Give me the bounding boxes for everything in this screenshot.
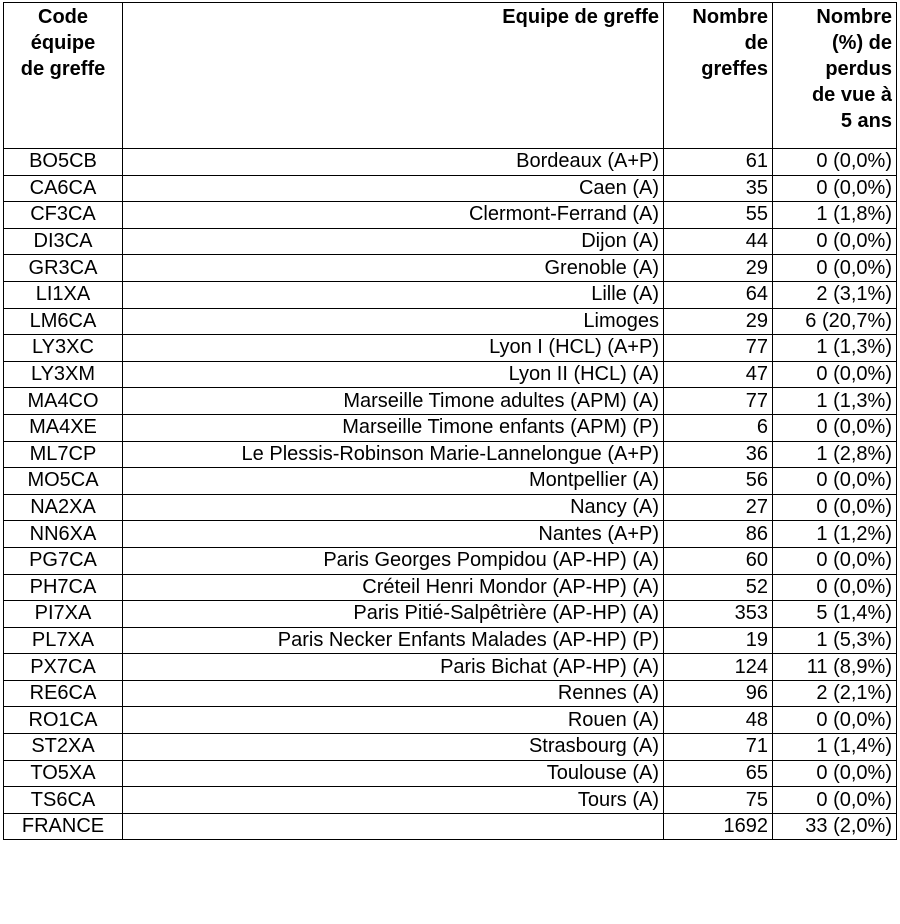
cell-code: PH7CA — [4, 574, 123, 601]
cell-count: 353 — [664, 601, 773, 628]
cell-lost: 2 (3,1%) — [773, 281, 897, 308]
table-body — [4, 149, 897, 840]
header-count-line: Nombre — [692, 6, 768, 28]
cell-count: 61 — [664, 149, 773, 176]
cell-team: Paris Necker Enfants Malades (AP-HP) (P) — [123, 627, 664, 654]
cell-code: PL7XA — [4, 627, 123, 654]
table-row — [4, 494, 897, 521]
cell-count: 36 — [664, 441, 773, 468]
cell-lost: 33 (2,0%) — [773, 813, 897, 840]
table-row — [4, 335, 897, 362]
table-row — [4, 255, 897, 282]
table-row — [4, 228, 897, 255]
cell-team: Marseille Timone enfants (APM) (P) — [123, 414, 664, 441]
cell-code: MO5CA — [4, 468, 123, 495]
cell-code: NA2XA — [4, 494, 123, 521]
table-row — [4, 654, 897, 681]
cell-team: Clermont-Ferrand (A) — [123, 202, 664, 229]
header-lost — [773, 3, 897, 149]
cell-team: Le Plessis-Robinson Marie-Lannelongue (A+P) — [123, 441, 664, 468]
table-row — [4, 601, 897, 628]
cell-lost: 0 (0,0%) — [773, 149, 897, 176]
header-count-line: de — [744, 32, 768, 54]
cell-team: Lille (A) — [123, 281, 664, 308]
table-row — [4, 547, 897, 574]
cell-code: CF3CA — [4, 202, 123, 229]
cell-count: 47 — [664, 361, 773, 388]
cell-code: CA6CA — [4, 175, 123, 202]
cell-count: 55 — [664, 202, 773, 229]
cell-code: LM6CA — [4, 308, 123, 335]
cell-lost: 0 (0,0%) — [773, 228, 897, 255]
table-row — [4, 787, 897, 814]
table-row — [4, 388, 897, 415]
cell-count: 86 — [664, 521, 773, 548]
cell-code: PG7CA — [4, 547, 123, 574]
cell-team: Paris Georges Pompidou (AP-HP) (A) — [123, 547, 664, 574]
header-count — [664, 3, 773, 149]
cell-lost: 0 (0,0%) — [773, 494, 897, 521]
cell-code: DI3CA — [4, 228, 123, 255]
cell-team: Rouen (A) — [123, 707, 664, 734]
cell-team: Tours (A) — [123, 787, 664, 814]
header-row — [4, 3, 897, 149]
header-lost-line: perdus — [825, 58, 892, 80]
cell-team: Marseille Timone adultes (APM) (A) — [123, 388, 664, 415]
cell-lost: 1 (2,8%) — [773, 441, 897, 468]
cell-team: Nancy (A) — [123, 494, 664, 521]
table-row — [4, 414, 897, 441]
cell-code: TS6CA — [4, 787, 123, 814]
cell-lost: 0 (0,0%) — [773, 547, 897, 574]
cell-count: 77 — [664, 388, 773, 415]
header-code — [4, 3, 123, 149]
table-header — [4, 3, 897, 149]
cell-count: 124 — [664, 654, 773, 681]
cell-lost: 0 (0,0%) — [773, 574, 897, 601]
cell-code: PI7XA — [4, 601, 123, 628]
cell-team: Toulouse (A) — [123, 760, 664, 787]
table-row — [4, 281, 897, 308]
cell-code: RO1CA — [4, 707, 123, 734]
cell-team: Grenoble (A) — [123, 255, 664, 282]
cell-code: RE6CA — [4, 680, 123, 707]
table-row — [4, 175, 897, 202]
table-row — [4, 149, 897, 176]
cell-lost: 0 (0,0%) — [773, 468, 897, 495]
cell-count: 29 — [664, 255, 773, 282]
results-table-container — [3, 2, 896, 840]
cell-count: 1692 — [664, 813, 773, 840]
header-lost-line: Nombre — [816, 6, 892, 28]
cell-lost: 0 (0,0%) — [773, 707, 897, 734]
header-code-line: de greffe — [20, 58, 106, 80]
cell-team: Limoges — [123, 308, 664, 335]
cell-lost: 0 (0,0%) — [773, 760, 897, 787]
table-row — [4, 468, 897, 495]
cell-team: Paris Bichat (AP-HP) (A) — [123, 654, 664, 681]
lost-to-follow-up-table — [3, 2, 897, 840]
cell-count: 96 — [664, 680, 773, 707]
cell-count: 48 — [664, 707, 773, 734]
table-row — [4, 734, 897, 761]
table-row — [4, 707, 897, 734]
header-code-line: Code — [38, 6, 88, 28]
cell-count: 52 — [664, 574, 773, 601]
table-row — [4, 627, 897, 654]
header-lost-line: de vue à — [811, 84, 892, 106]
cell-lost: 0 (0,0%) — [773, 175, 897, 202]
cell-code: GR3CA — [4, 255, 123, 282]
table-row — [4, 574, 897, 601]
table-row — [4, 361, 897, 388]
cell-count: 77 — [664, 335, 773, 362]
cell-team — [123, 813, 664, 840]
cell-count: 56 — [664, 468, 773, 495]
cell-lost: 0 (0,0%) — [773, 414, 897, 441]
cell-team: Créteil Henri Mondor (AP-HP) (A) — [123, 574, 664, 601]
cell-code: PX7CA — [4, 654, 123, 681]
cell-team: Montpellier (A) — [123, 468, 664, 495]
cell-count: 71 — [664, 734, 773, 761]
cell-team: Bordeaux (A+P) — [123, 149, 664, 176]
table-row — [4, 521, 897, 548]
cell-code: LY3XM — [4, 361, 123, 388]
table-row — [4, 308, 897, 335]
cell-code: LI1XA — [4, 281, 123, 308]
table-row — [4, 441, 897, 468]
header-lost-line: 5 ans — [840, 110, 892, 132]
header-count-line: greffes — [701, 58, 768, 80]
header-team-line: Equipe de greffe — [502, 6, 659, 28]
cell-lost: 0 (0,0%) — [773, 787, 897, 814]
cell-count: 35 — [664, 175, 773, 202]
header-lost-line: (%) de — [832, 32, 892, 54]
cell-team: Lyon II (HCL) (A) — [123, 361, 664, 388]
cell-lost: 1 (1,4%) — [773, 734, 897, 761]
cell-count: 64 — [664, 281, 773, 308]
cell-code: FRANCE — [4, 813, 123, 840]
table-row — [4, 680, 897, 707]
table-row-total — [4, 813, 897, 840]
cell-code: NN6XA — [4, 521, 123, 548]
cell-code: MA4CO — [4, 388, 123, 415]
cell-lost: 0 (0,0%) — [773, 255, 897, 282]
cell-count: 75 — [664, 787, 773, 814]
cell-lost: 2 (2,1%) — [773, 680, 897, 707]
cell-count: 27 — [664, 494, 773, 521]
cell-count: 44 — [664, 228, 773, 255]
cell-lost: 6 (20,7%) — [773, 308, 897, 335]
cell-team: Paris Pitié-Salpêtrière (AP-HP) (A) — [123, 601, 664, 628]
cell-code: TO5XA — [4, 760, 123, 787]
cell-code: BO5CB — [4, 149, 123, 176]
table-row — [4, 760, 897, 787]
header-team — [123, 3, 664, 149]
cell-team: Dijon (A) — [123, 228, 664, 255]
cell-code: LY3XC — [4, 335, 123, 362]
header-code-line: équipe — [30, 32, 96, 54]
cell-lost: 1 (1,3%) — [773, 388, 897, 415]
cell-team: Strasbourg (A) — [123, 734, 664, 761]
cell-team: Nantes (A+P) — [123, 521, 664, 548]
cell-count: 6 — [664, 414, 773, 441]
cell-lost: 1 (1,8%) — [773, 202, 897, 229]
cell-team: Lyon I (HCL) (A+P) — [123, 335, 664, 362]
cell-count: 65 — [664, 760, 773, 787]
cell-code: MA4XE — [4, 414, 123, 441]
cell-lost: 0 (0,0%) — [773, 361, 897, 388]
cell-lost: 1 (5,3%) — [773, 627, 897, 654]
cell-team: Caen (A) — [123, 175, 664, 202]
cell-count: 60 — [664, 547, 773, 574]
cell-lost: 5 (1,4%) — [773, 601, 897, 628]
cell-count: 29 — [664, 308, 773, 335]
cell-code: ML7CP — [4, 441, 123, 468]
cell-count: 19 — [664, 627, 773, 654]
cell-lost: 1 (1,2%) — [773, 521, 897, 548]
table-row — [4, 202, 897, 229]
cell-lost: 1 (1,3%) — [773, 335, 897, 362]
cell-team: Rennes (A) — [123, 680, 664, 707]
cell-lost: 11 (8,9%) — [773, 654, 897, 681]
cell-code: ST2XA — [4, 734, 123, 761]
